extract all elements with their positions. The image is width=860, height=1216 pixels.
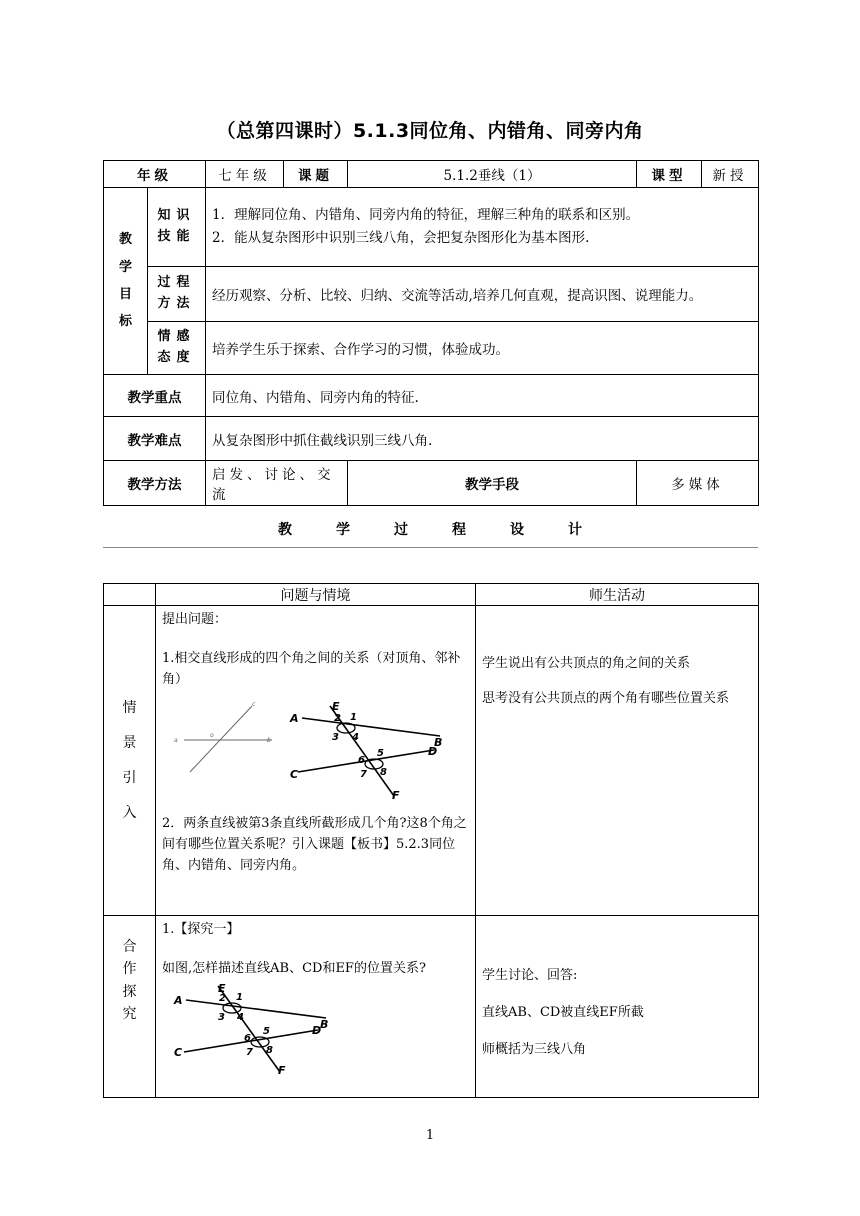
line-ef [218,983,280,1072]
label-a: A [290,712,299,726]
emotion-label: 情感态度 [148,322,206,375]
process-table [103,583,759,1098]
angle-label-5: 5 [377,748,384,760]
angle-label-7: 7 [246,1046,253,1058]
key-points-text: 同位角、内错角、同旁内角的特征. [206,375,759,417]
line-ab [186,1000,326,1018]
explore-figure [162,984,332,1074]
angle-label-8: 8 [380,767,387,779]
three-lines-eight-angles-figure [289,700,442,800]
grade-label: 年级 [104,161,206,188]
angle-label-2: 2 [219,992,226,1004]
intro-figures [162,700,467,800]
section-title-char: 过 [394,522,408,538]
knowledge-label: 知识技能 [148,188,206,267]
difficulties-text: 从复杂图形中抓住截线识别三线八角. [206,417,759,461]
angle-label-8: 8 [266,1044,273,1056]
explore-problem-cell [156,916,476,1098]
angle-label-4: 4 [237,1011,244,1023]
type-value: 新授 [702,161,759,188]
label-b: B [320,1017,329,1031]
label-a: a [174,737,178,745]
section-title-char: 程 [452,522,466,538]
emotion-text: 培养学生乐于探索、合作学习的习惯，体验成功。 [206,322,759,375]
line-ab [302,718,440,736]
section-title-char: 计 [568,522,582,538]
angle-label-2: 2 [334,713,341,725]
key-points-label: 教学重点 [104,375,206,417]
label-a: A [174,993,183,1007]
topic-value: 5.1.2垂线（1） [348,161,637,188]
row-label-char: 作 [122,961,137,978]
row-label-explore [104,916,156,1098]
angle-label-5: 5 [263,1025,270,1037]
intro-problem-cell [156,606,476,916]
knowledge-text [206,188,759,267]
section-title-char: 学 [336,522,350,538]
intro-problem-q1: 1.相交直线形成的四个角之间的关系（对顶角、邻补角） [162,650,461,687]
row-label-char: 情 [122,699,137,716]
objectives-label-char: 教 [118,232,132,248]
row-label-char: 合 [122,939,137,955]
page-title: （总第四课时）5.1.3同位角、内错角、同旁内角 [216,120,644,142]
angle-label-4: 4 [352,732,359,744]
difficulties-label: 教学难点 [104,417,206,461]
explore-activity-3: 师概括为三线八角 [482,1041,587,1057]
lesson-info-table [103,160,759,506]
row-label-char: 景 [122,734,137,751]
angle-label-1: 1 [350,712,357,724]
objectives-label-char: 学 [118,259,132,275]
intersecting-lines-figure [174,701,272,772]
angle-label-6: 6 [244,1032,251,1044]
objectives-label [104,188,148,375]
process-label: 过程方法 [148,267,206,322]
header-problem: 问题与情境 [156,584,476,606]
line-co [190,706,252,772]
explore-activity-1: 学生讨论、回答: [482,968,578,983]
objectives-label-char: 标 [118,314,132,330]
methods-label: 教学方法 [104,461,206,506]
page-number: 1 [425,1128,435,1143]
explore-activity-2: 直线AB、CD被直线EF所截 [482,1004,644,1020]
section-title-char: 教 [278,522,292,538]
topic-label: 课题 [284,161,348,188]
label-f: F [278,1063,286,1074]
means-label: 教学手段 [348,461,637,506]
explore-activity-cell [476,916,759,1098]
intro-problem-q2: 2．两条直线被第3条直线所截形成几个角?这8个角之间有哪些位置关系呢？引入课题【板书】5.2.3同位角、内错角、同旁内角。 [162,816,467,873]
section-title [0,519,860,539]
label-o: o [210,732,214,740]
angle-label-3: 3 [332,732,339,744]
angle-label-3: 3 [218,1011,225,1023]
intro-activity-1: 学生说出有公共顶点的角之间的关系 [482,656,691,671]
label-c: C [174,1045,183,1059]
label-e: E [218,983,226,995]
intro-problem-intro: 提出问题： [162,612,228,627]
section-divider [103,547,758,548]
label-c: c [252,701,256,709]
knowledge-line: 2．能从复杂图形中识别三线八角，会把复杂图形化为基本图形. [212,230,590,246]
row-label-intro [104,606,156,916]
grade-value: 七年级 [206,161,284,188]
angle-label-6: 6 [358,755,365,767]
label-d: D [312,1023,322,1037]
type-label: 课型 [637,161,702,188]
explore-problem-intro: 1.【探究一】 [162,922,240,937]
explore-problem-q1: 如图,怎样描述直线AB、CD和EF的位置关系? [162,960,426,976]
section-title-char: 设 [510,522,524,538]
label-d: D [428,745,438,759]
label-e: E [332,700,340,714]
label-b: b [267,737,271,745]
intro-activity-2: 思考没有公共顶点的两个角有哪些位置关系 [482,690,730,706]
header-activity: 师生活动 [476,584,759,606]
row-label-char: 入 [122,804,137,821]
angle-label-1: 1 [236,991,243,1003]
label-b: B [434,736,443,750]
methods-text: 启发、讨论、交流 [206,461,348,506]
means-text: 多媒体 [637,461,759,506]
row-label-char: 探 [122,983,137,1000]
row-label-char: 引 [122,769,137,786]
header-blank [104,584,156,606]
intro-activity-cell [476,606,759,916]
angle-label-7: 7 [360,769,367,781]
label-c: C [290,768,299,782]
process-text: 经历观察、分析、比较、归纳、交流等活动,培养几何直观，提高识图、说理能力。 [206,267,759,322]
row-label-char: 究 [122,1006,137,1023]
objectives-label-char: 目 [118,287,132,302]
label-f: F [392,789,400,801]
knowledge-line: 1．理解同位角、内错角、同旁内角的特征，理解三种角的联系和区别。 [212,207,640,224]
